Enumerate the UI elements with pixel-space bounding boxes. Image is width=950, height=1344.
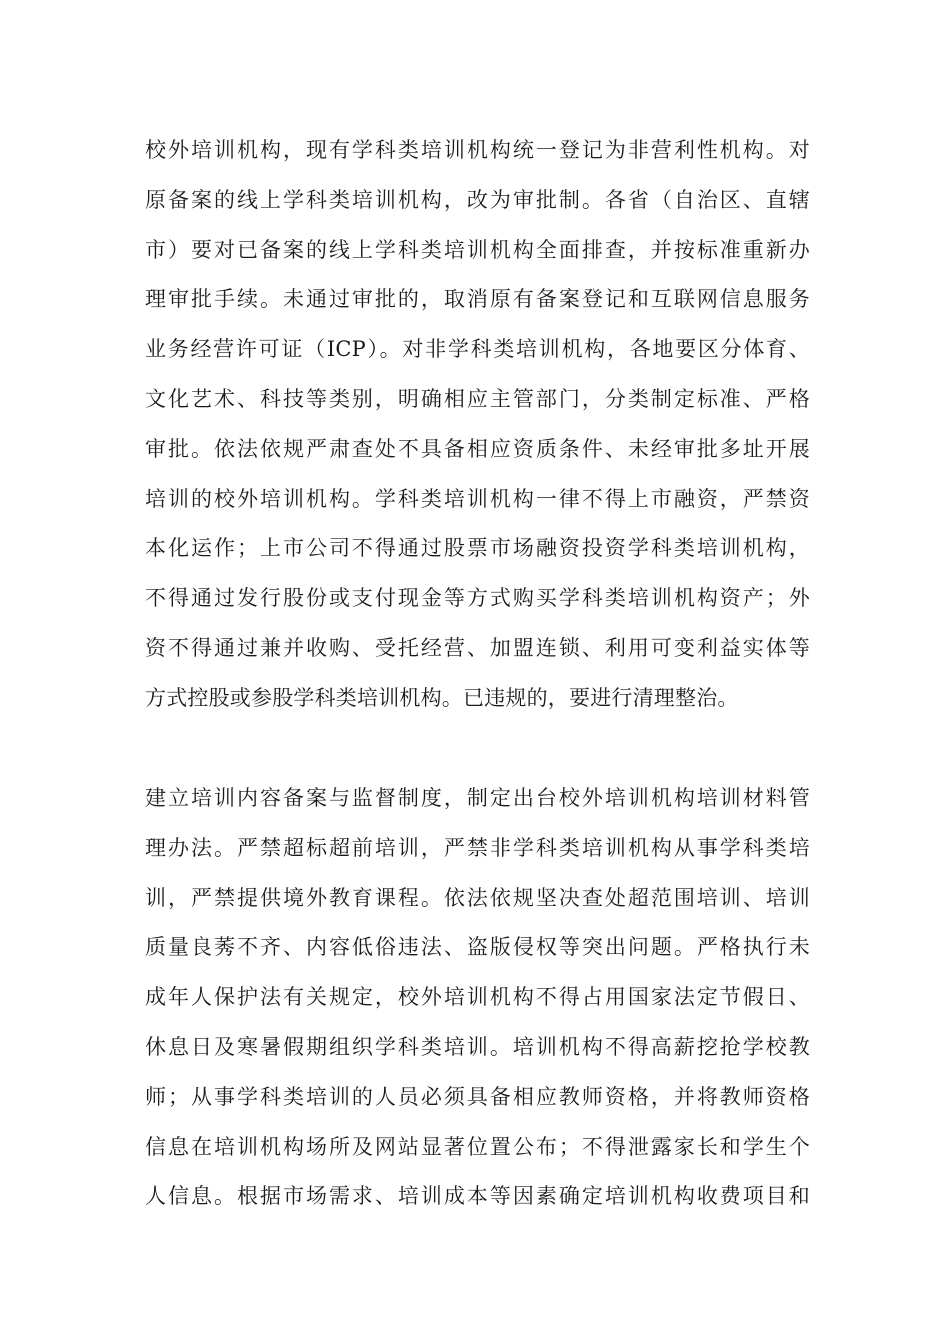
text-line: 审批。依法依规严肃查处不具备相应资质条件、未经审批多址开展 — [145, 436, 810, 461]
text-line: 质量良莠不齐、内容低俗违法、盗版侵权等突出问题。严格执行未 — [145, 935, 810, 960]
text-line: 原备案的线上学科类培训机构，改为审批制。各省（自治区、直辖 — [145, 187, 810, 212]
text-line: 建立培训内容备案与监督制度，制定出台校外培训机构培训材料管 — [145, 786, 810, 810]
text-line: 人信息。根据市场需求、培训成本等因素确定培训机构收费项目和 — [145, 1184, 810, 1209]
text-line: 校外培训机构，现有学科类培训机构统一登记为非营利性机构。对 — [145, 138, 810, 162]
paragraph-1 — [145, 126, 810, 724]
text-line: 培训的校外培训机构。学科类培训机构一律不得上市融资，严禁资 — [145, 486, 810, 511]
text-line: 训，严禁提供境外教育课程。依法依规坚决查处超范围培训、培训 — [145, 885, 810, 910]
text-line: 休息日及寒暑假期组织学科类培训。培训机构不得高薪挖抢学校教 — [145, 1034, 810, 1059]
text-line: 理审批手续。未通过审批的，取消原有备案登记和互联网信息服务 — [145, 287, 810, 312]
text-line: 方式控股或参股学科类培训机构。已违规的，要进行清理整治。 — [145, 685, 739, 710]
text-line: 市）要对已备案的线上学科类培训机构全面排查，并按标准重新办 — [145, 237, 810, 262]
text-line: 信息在培训机构场所及网站显著位置公布；不得泄露家长和学生个 — [145, 1134, 810, 1159]
text-line: 师；从事学科类培训的人员必须具备相应教师资格，并将教师资格 — [145, 1084, 810, 1109]
paragraph-2 — [145, 774, 810, 1222]
text-line: 文化艺术、科技等类别，明确相应主管部门，分类制定标准、严格 — [145, 386, 810, 411]
text-line: 不得通过发行股份或支付现金等方式购买学科类培训机构资产；外 — [145, 586, 810, 611]
text-line: 资不得通过兼并收购、受托经营、加盟连锁、利用可变利益实体等 — [145, 635, 810, 660]
text-line: 本化运作；上市公司不得通过股票市场融资投资学科类培训机构， — [145, 536, 810, 561]
text-line: 业务经营许可证（ICP）。对非学科类培训机构，各地要区分体育、 — [145, 337, 810, 362]
text-line: 成年人保护法有关规定，校外培训机构不得占用国家法定节假日、 — [145, 985, 810, 1010]
text-line: 理办法。严禁超标超前培训，严禁非学科类培训机构从事学科类培 — [145, 835, 810, 860]
